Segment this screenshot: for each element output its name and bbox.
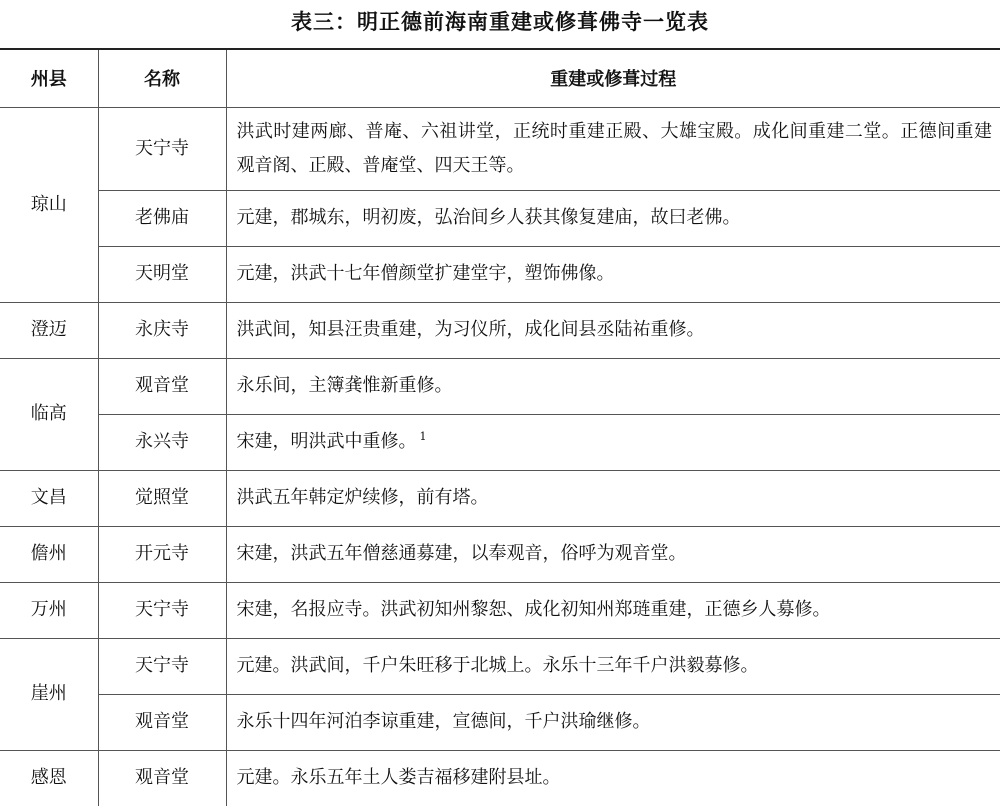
footnote-marker: 1 [419, 430, 427, 443]
county-cell: 崖州 [0, 638, 98, 750]
process-cell: 洪武时建两廊、普庵、六祖讲堂，正统时重建正殿、大雄宝殿。成化间重建二堂。正德间重建观音阁、正殿、普庵堂、四天王等。 [226, 107, 1000, 190]
process-cell [226, 414, 1000, 470]
process-cell: 元建。洪武间，千户朱旺移于北城上。永乐十三年千户洪毅募修。 [226, 638, 1000, 694]
table-row [0, 358, 1000, 414]
process-cell: 元建。永乐五年土人娄吉福移建附县址。 [236, 767, 561, 789]
county-cell: 儋州 [0, 526, 98, 582]
table-row [0, 190, 1000, 246]
process-cell: 洪武间，知县汪贵重建，为习仪所，成化间县丞陆祐重修。 [226, 302, 1000, 358]
table-row [0, 302, 1000, 358]
process-cell: 洪武五年韩定炉续修，前有塔。 [226, 470, 1000, 526]
table-row [0, 526, 1000, 582]
process-cell: 宋建，洪武五年僧慈通募建，以奉观音，俗呼为观音堂。 [226, 526, 1000, 582]
table-row [0, 582, 1000, 638]
temple-name-cell: 永兴寺 [98, 414, 226, 470]
header-row [0, 49, 1000, 107]
process-text: 宋建，明洪武中重修。 [236, 431, 417, 452]
header-county: 州县 [0, 49, 98, 107]
table-title: 表三：明正德前海南重建或修葺佛寺一览表 [291, 10, 709, 34]
temple-name-cell: 开元寺 [98, 526, 226, 582]
header-process: 重建或修葺过程 [226, 49, 1000, 107]
process-cell: 永乐十四年河泊李谅重建，宣德间，千户洪瑜继修。 [226, 694, 1000, 750]
temple-name-cell: 天宁寺 [98, 107, 226, 190]
county-cell: 临高 [0, 358, 98, 470]
temple-name-cell: 观音堂 [98, 694, 226, 750]
temple-name-cell: 永庆寺 [98, 302, 226, 358]
temple-name-cell: 老佛庙 [98, 190, 226, 246]
table-row [0, 470, 1000, 526]
temple-table [0, 48, 1000, 806]
table-row [0, 246, 1000, 302]
process-cell: 宋建，名报应寺。洪武初知州黎恕、成化初知州郑琏重建，正德乡人募修。 [226, 582, 1000, 638]
process-cell: 元建，洪武十七年僧颜堂扩建堂宇，塑饰佛像。 [226, 246, 1000, 302]
county-cell: 文昌 [0, 470, 98, 526]
temple-name-cell: 天宁寺 [98, 582, 226, 638]
county-cell: 万州 [0, 582, 98, 638]
table-row [0, 694, 1000, 750]
header-name: 名称 [98, 49, 226, 107]
process-cell: 永乐间，主簿龚惟新重修。 [226, 358, 1000, 414]
temple-name-cell: 觉照堂 [98, 470, 226, 526]
county-cell: 感恩 [0, 750, 98, 806]
process-cell: 元建，郡城东，明初废，弘治间乡人获其像复建庙，故曰老佛。 [226, 190, 1000, 246]
table-row [0, 638, 1000, 694]
table-row [0, 414, 1000, 470]
county-cell: 澄迈 [0, 302, 98, 358]
table-row [0, 107, 1000, 190]
county-cell: 琼山 [0, 107, 98, 302]
temple-name-cell: 天明堂 [98, 246, 226, 302]
table-row [0, 750, 1000, 806]
temple-name-cell: 观音堂 [98, 358, 226, 414]
temple-name-cell: 天宁寺 [98, 638, 226, 694]
temple-name-cell: 观音堂 [98, 750, 226, 806]
